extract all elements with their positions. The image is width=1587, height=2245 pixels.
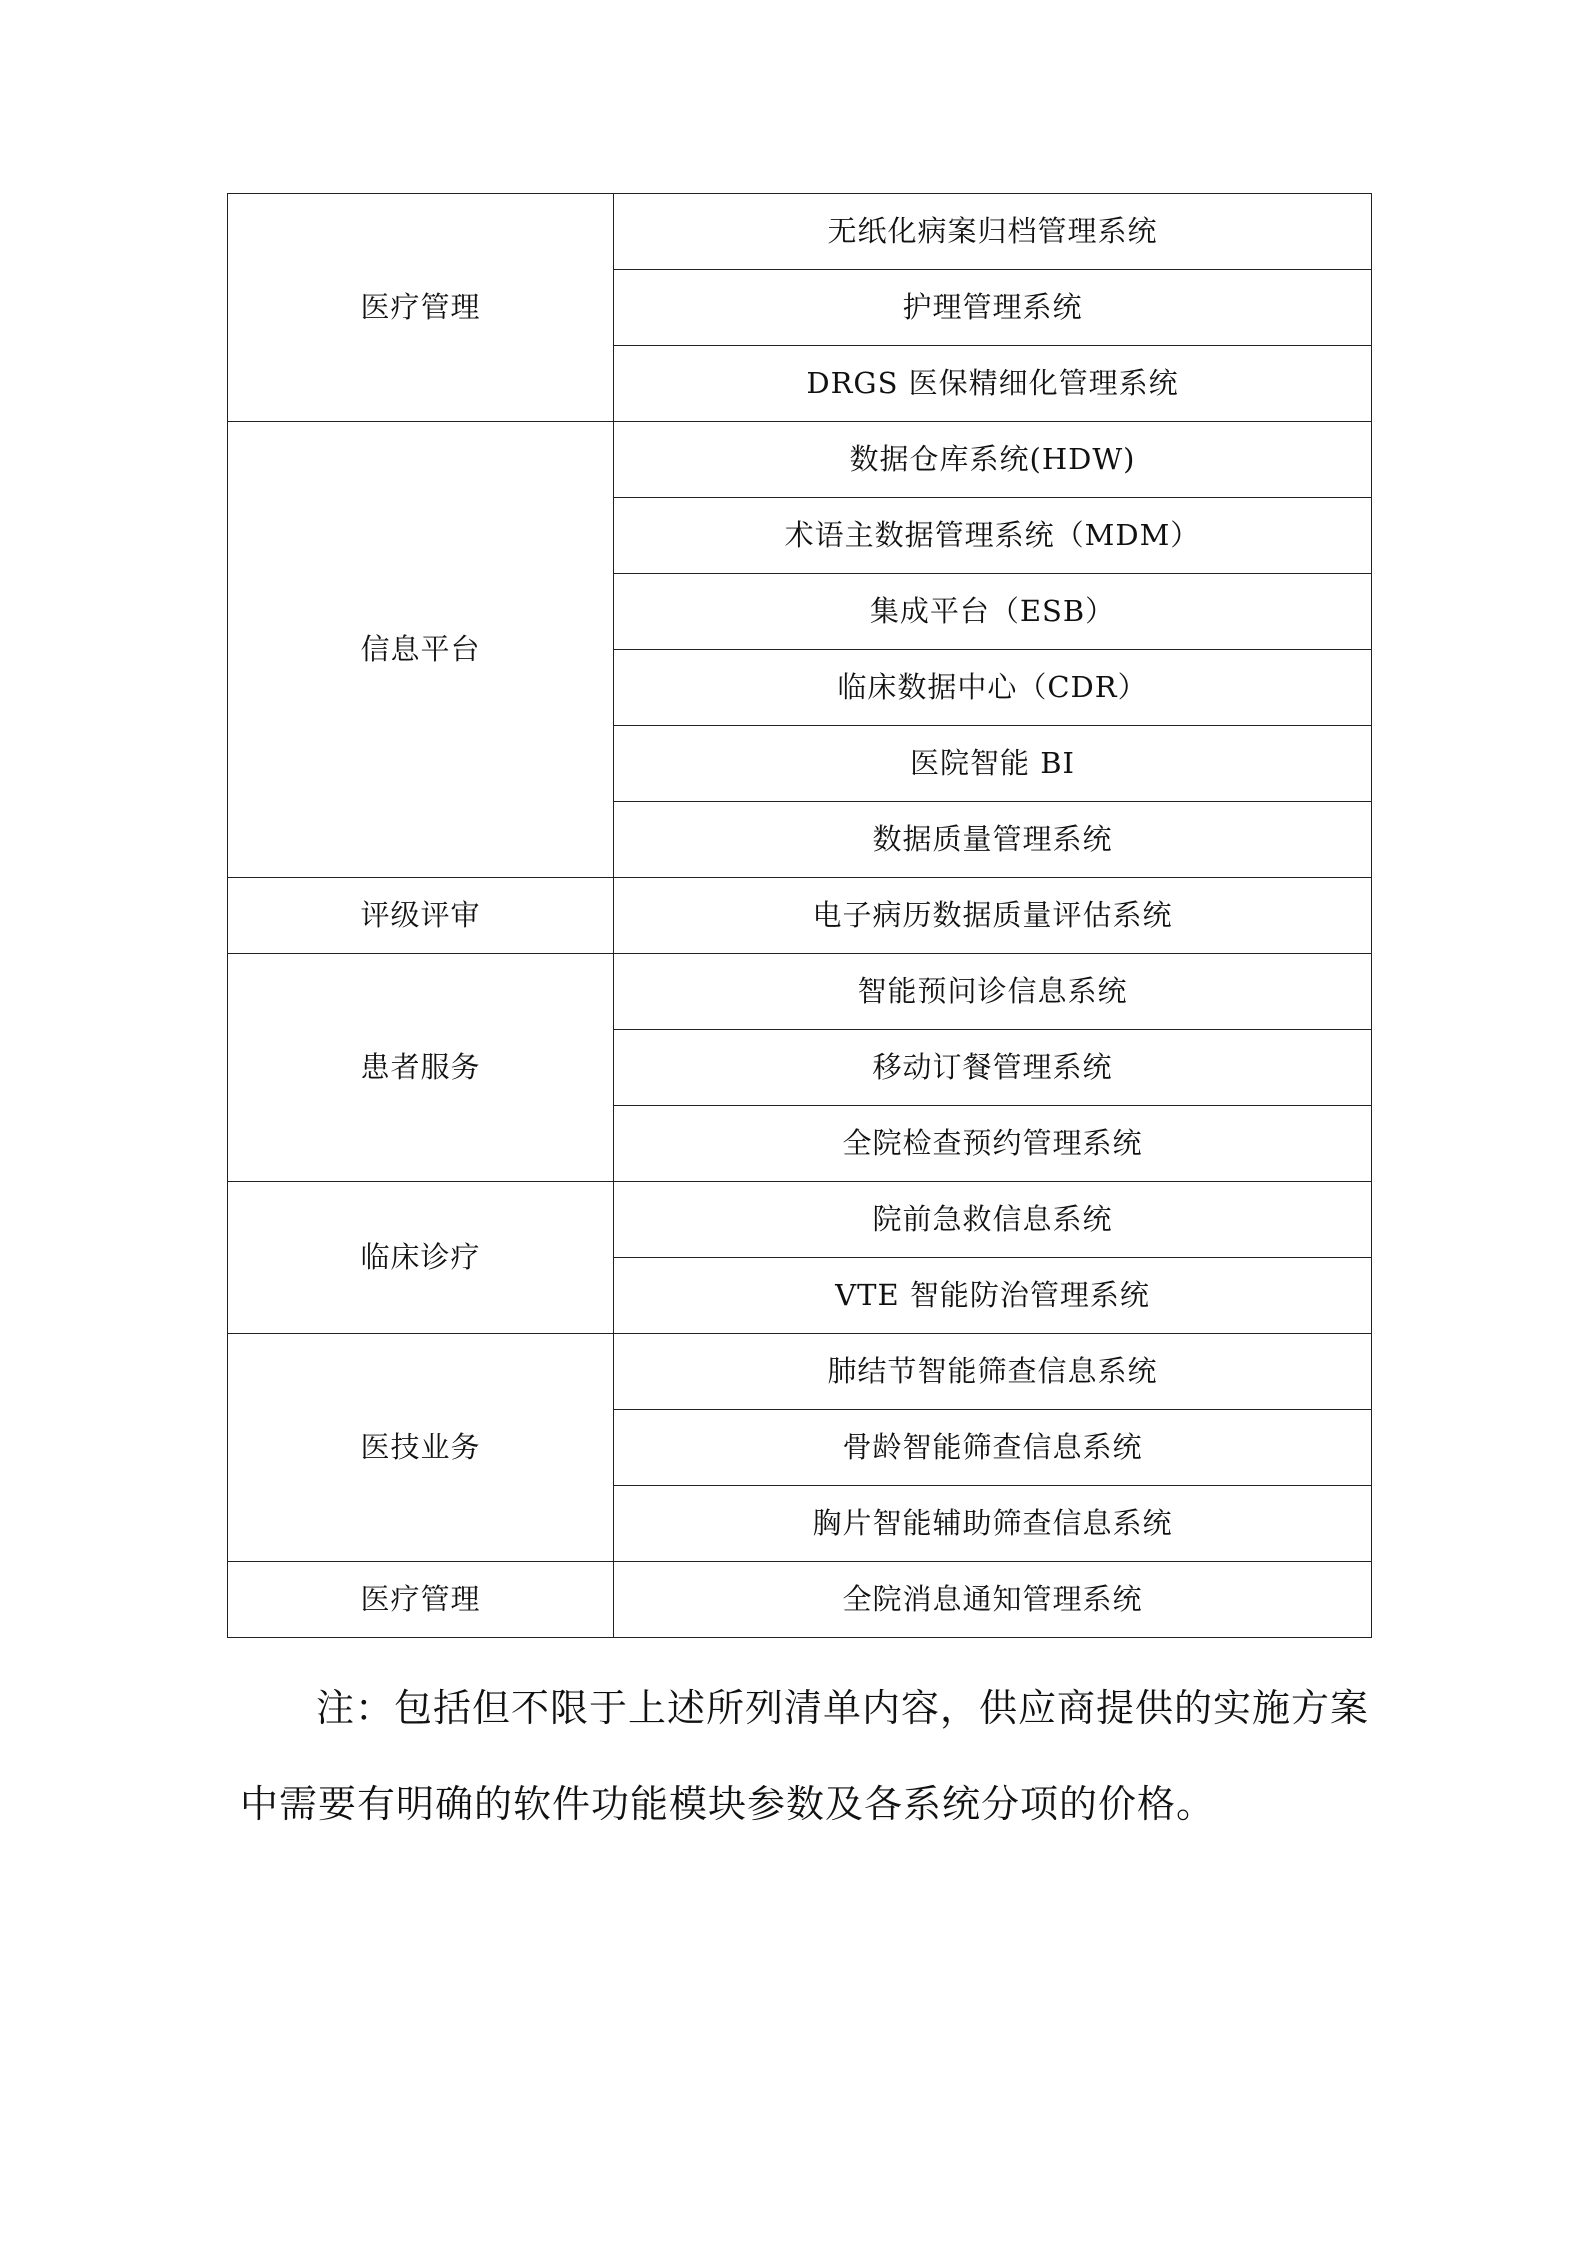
system-cell: 移动订餐管理系统 xyxy=(614,1030,1372,1106)
system-cell: 无纸化病案归档管理系统 xyxy=(614,194,1372,270)
system-cell: 数据质量管理系统 xyxy=(614,802,1372,878)
category-cell: 医疗管理 xyxy=(228,194,614,422)
system-cell: 医院智能 BI xyxy=(614,726,1372,802)
category-cell: 评级评审 xyxy=(228,878,614,954)
table-row xyxy=(228,878,1372,954)
table-row xyxy=(228,954,1372,1030)
system-cell: 电子病历数据质量评估系统 xyxy=(614,878,1372,954)
system-list-table xyxy=(227,193,1372,1638)
system-cell: 集成平台（ESB） xyxy=(614,574,1372,650)
system-cell: 术语主数据管理系统（MDM） xyxy=(614,498,1372,574)
category-cell: 医技业务 xyxy=(228,1334,614,1562)
category-cell: 患者服务 xyxy=(228,954,614,1182)
system-cell: 肺结节智能筛查信息系统 xyxy=(614,1334,1372,1410)
system-cell: 临床数据中心（CDR） xyxy=(614,650,1372,726)
table-row xyxy=(228,1562,1372,1638)
system-cell: 智能预问诊信息系统 xyxy=(614,954,1372,1030)
category-cell: 临床诊疗 xyxy=(228,1182,614,1334)
category-cell: 信息平台 xyxy=(228,422,614,878)
system-cell: VTE 智能防治管理系统 xyxy=(614,1258,1372,1334)
table-row xyxy=(228,1182,1372,1258)
system-cell: 全院检查预约管理系统 xyxy=(614,1106,1372,1182)
system-cell: 胸片智能辅助筛查信息系统 xyxy=(614,1486,1372,1562)
table-row xyxy=(228,422,1372,498)
table-row xyxy=(228,1334,1372,1410)
note-paragraph: 注：包括但不限于上述所列清单内容，供应商提供的实施方案中需要有明确的软件功能模块参数及各系统分项的价格。 xyxy=(240,1686,1370,1826)
system-cell: 骨龄智能筛查信息系统 xyxy=(614,1410,1372,1486)
system-cell: DRGS 医保精细化管理系统 xyxy=(614,346,1372,422)
system-cell: 数据仓库系统(HDW) xyxy=(614,422,1372,498)
system-cell: 全院消息通知管理系统 xyxy=(614,1562,1372,1638)
system-cell: 院前急救信息系统 xyxy=(614,1182,1372,1258)
category-cell: 医疗管理 xyxy=(228,1562,614,1638)
system-cell: 护理管理系统 xyxy=(614,270,1372,346)
table-row xyxy=(228,194,1372,270)
